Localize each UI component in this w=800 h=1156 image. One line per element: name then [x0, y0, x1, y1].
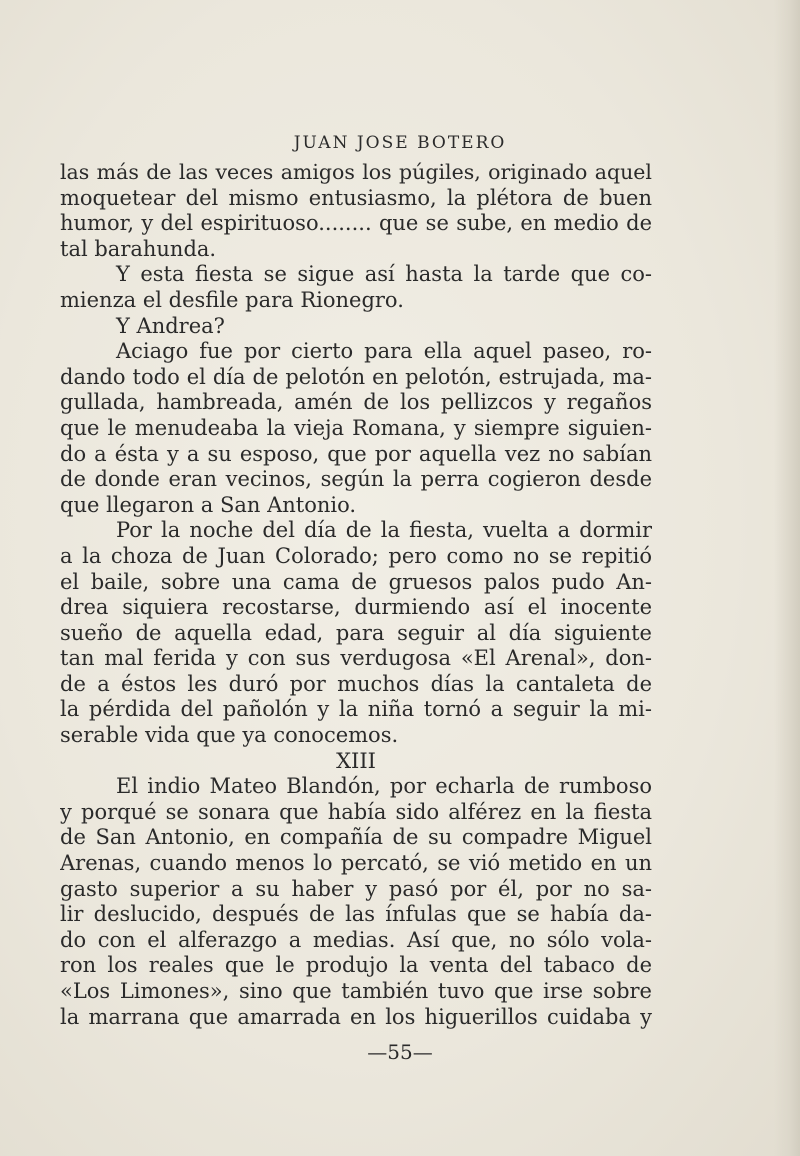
text-line: la pérdida del pañolón y la niña tornó a seguir la mi- — [60, 697, 652, 722]
text-line: gullada, hambreada, amén de los pellizcos y regaños — [60, 390, 652, 415]
text-line: «Los Limones», sino que también tuvo que irse sobre — [60, 979, 652, 1003]
text-line: Por la noche del día de la fiesta, vuelta a dormir — [116, 518, 652, 543]
text-line: Y esta fiesta se sigue así hasta la tarde que co- — [116, 262, 652, 287]
text-line: Arenas, cuando menos lo percató, se vió metido en un — [60, 851, 652, 876]
text-line: las más de las veces amigos los púgiles, originado aquel — [60, 160, 652, 184]
text-line: sueño de aquella edad, para seguir al día siguiente — [60, 620, 652, 645]
text-line: y porqué se sonara que había sido alférez en la fiesta — [60, 799, 652, 824]
text-line: de donde eran vecinos, según la perra cogieron desde — [60, 467, 652, 492]
text-line: tan mal ferida y con sus verdugosa «El Arenal», don- — [60, 646, 652, 671]
text-line: el baile, sobre una cama de gruesos palos pudo An- — [60, 569, 652, 594]
text-line: ron los reales que le produjo la venta del tabaco de — [60, 953, 652, 978]
text-line: a la choza de Juan Colorado; pero como no se repitió — [60, 543, 652, 568]
text-line: drea siquiera recostarse, durmiendo así el inocente — [60, 595, 652, 620]
text-line: serable vida que ya conocemos. — [60, 723, 399, 748]
page-number: —55— — [367, 1040, 433, 1064]
page-edge-shadow — [774, 0, 800, 1156]
text-line: de a éstos les duró por muchos días la cantaleta de — [60, 671, 652, 696]
text-line: do a ésta y a su esposo, que por aquella vez no sabían — [60, 441, 652, 466]
text-line: de San Antonio, en compañía de su compadre Miguel — [60, 825, 652, 850]
text-line: mienza el desfile para Rionegro. — [60, 287, 404, 312]
text-line: tal barahunda. — [60, 236, 217, 261]
text-line: que llegaron a San Antonio. — [60, 492, 357, 517]
text-line: moquetear del mismo entusiasmo, la plétora de buen — [60, 185, 652, 210]
text-line: lir deslucido, después de las ínfulas que se había da- — [60, 902, 652, 927]
text-line: El indio Mateo Blandón, por echarla de rumboso — [116, 774, 652, 799]
text-line: la marrana que amarrada en los higuerillos cuidaba y — [60, 1004, 652, 1029]
text-line: gasto superior a su haber y pasó por él, por no sa- — [60, 876, 652, 901]
text-line: do con el alferazgo a medias. Así que, no sólo vola- — [60, 927, 652, 952]
text-line: Y Andrea? — [116, 313, 225, 338]
text-line: dando todo el día de pelotón en pelotón, estrujada, ma- — [60, 364, 652, 389]
running-header: JUAN JOSE BOTERO — [293, 133, 507, 153]
text-line: que le menudeaba la vieja Romana, y siempre siguien- — [60, 415, 652, 440]
text-line: humor, y del espirituoso........ que se sube, en medio de — [60, 211, 652, 236]
body-text — [60, 160, 652, 1030]
chapter-heading: XIII — [336, 748, 376, 773]
text-line: Aciago fue por cierto para ella aquel paseo, ro- — [116, 339, 652, 364]
